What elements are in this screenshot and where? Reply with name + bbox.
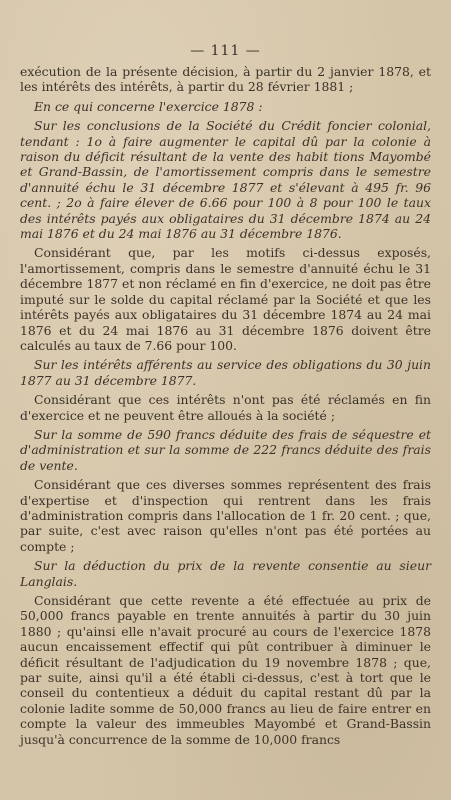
section-heading-paragraph: Sur la somme de 590 francs déduite des frais de séquestre et d'administration et sur la somme de 222 francs déduite des frais de vente.: [20, 426, 431, 473]
body-paragraph: Considérant que ces intérêts n'ont pas été réclamés en fin d'exercice et ne peuvent être alloués à la société ;: [20, 392, 431, 423]
page-number: — 111 —: [190, 43, 261, 59]
body-paragraph: Considérant que, par les motifs ci-dessus exposés, l'amortissement, compris dans le semestre d'annuité échu le 31 décembre 1877 et non réclamé en fin d'exercice, ne doit pas être imputé sur le solde du capital réclamé par la Société et que les intérêts payés aux obligataires du 31 décembre 1874 au 24 mai 1876 et du 24 mai 1876 au 31 décembre 1876 doivent être calculés au taux de 7.66 pour 100.: [20, 245, 431, 353]
section-heading-paragraph: En ce qui concerne l'exercice 1878 :: [34, 98, 263, 114]
section-heading-paragraph: Sur les intérêts afférents au service des obligations du 30 juin 1877 au 31 décembre 1877.: [20, 357, 431, 388]
body-paragraph: Considérant que cette revente a été effectuée au prix de 50,000 francs payable en trente annuités à partir du 30 juin 1880 ; qu'ainsi elle n'avait procuré au cours de l'exercice 1878 aucun encaissement effectif qui pût contribuer à diminuer le déficit résultant de l'adjudication du 19 novembre 1878 ; que, par suite, ainsi qu'il a été établi ci-dessus, c'est à tort que le conseil du contentieux a déduit du capital restant dû par la colonie ladite somme de 50,000 francs au lieu de faire entrer en compte la valeur des immeubles Mayombé et Grand-Bassin jusqu'à concurrence de la somme de 10,000 francs: [20, 593, 431, 747]
body-paragraph: exécution de la présente décision, à partir du 2 janvier 1878, et les intérêts des intérêts, à partir du 28 février 1881 ;: [20, 64, 431, 95]
section-heading-paragraph: Sur les conclusions de la Société du Crédit foncier colonial, tendant : 1o à faire augmenter le capital dû par la colonie à raison du déficit résultant de la vente des habit tions Mayombé et Grand-Bassin, de l'amortissement compris dans le semestre d'annuité échu le 31 décembre 1877 et s'élevant à 495 fr. 96 cent. ; 2o à faire élever de 6.66 pour 100 à 8 pour 100 le taux des intérêts payés aux obligataires du 31 décembre 1874 au 24 mai 1876 et du 24 mai 1876 au 31 décembre 1876.: [20, 118, 431, 242]
body-paragraph: Considérant que ces diverses sommes représentent des frais d'expertise et d'inspection qui rentrent dans les frais d'administration compris dans l'allocation de 1 fr. 20 cent. ; que, par suite, c'est avec raison qu'elles n'ont pas été portées au compte ;: [20, 477, 431, 554]
page-body: [20, 64, 431, 747]
section-heading-paragraph: Sur la déduction du prix de la revente consentie au sieur Langlais.: [20, 558, 431, 589]
